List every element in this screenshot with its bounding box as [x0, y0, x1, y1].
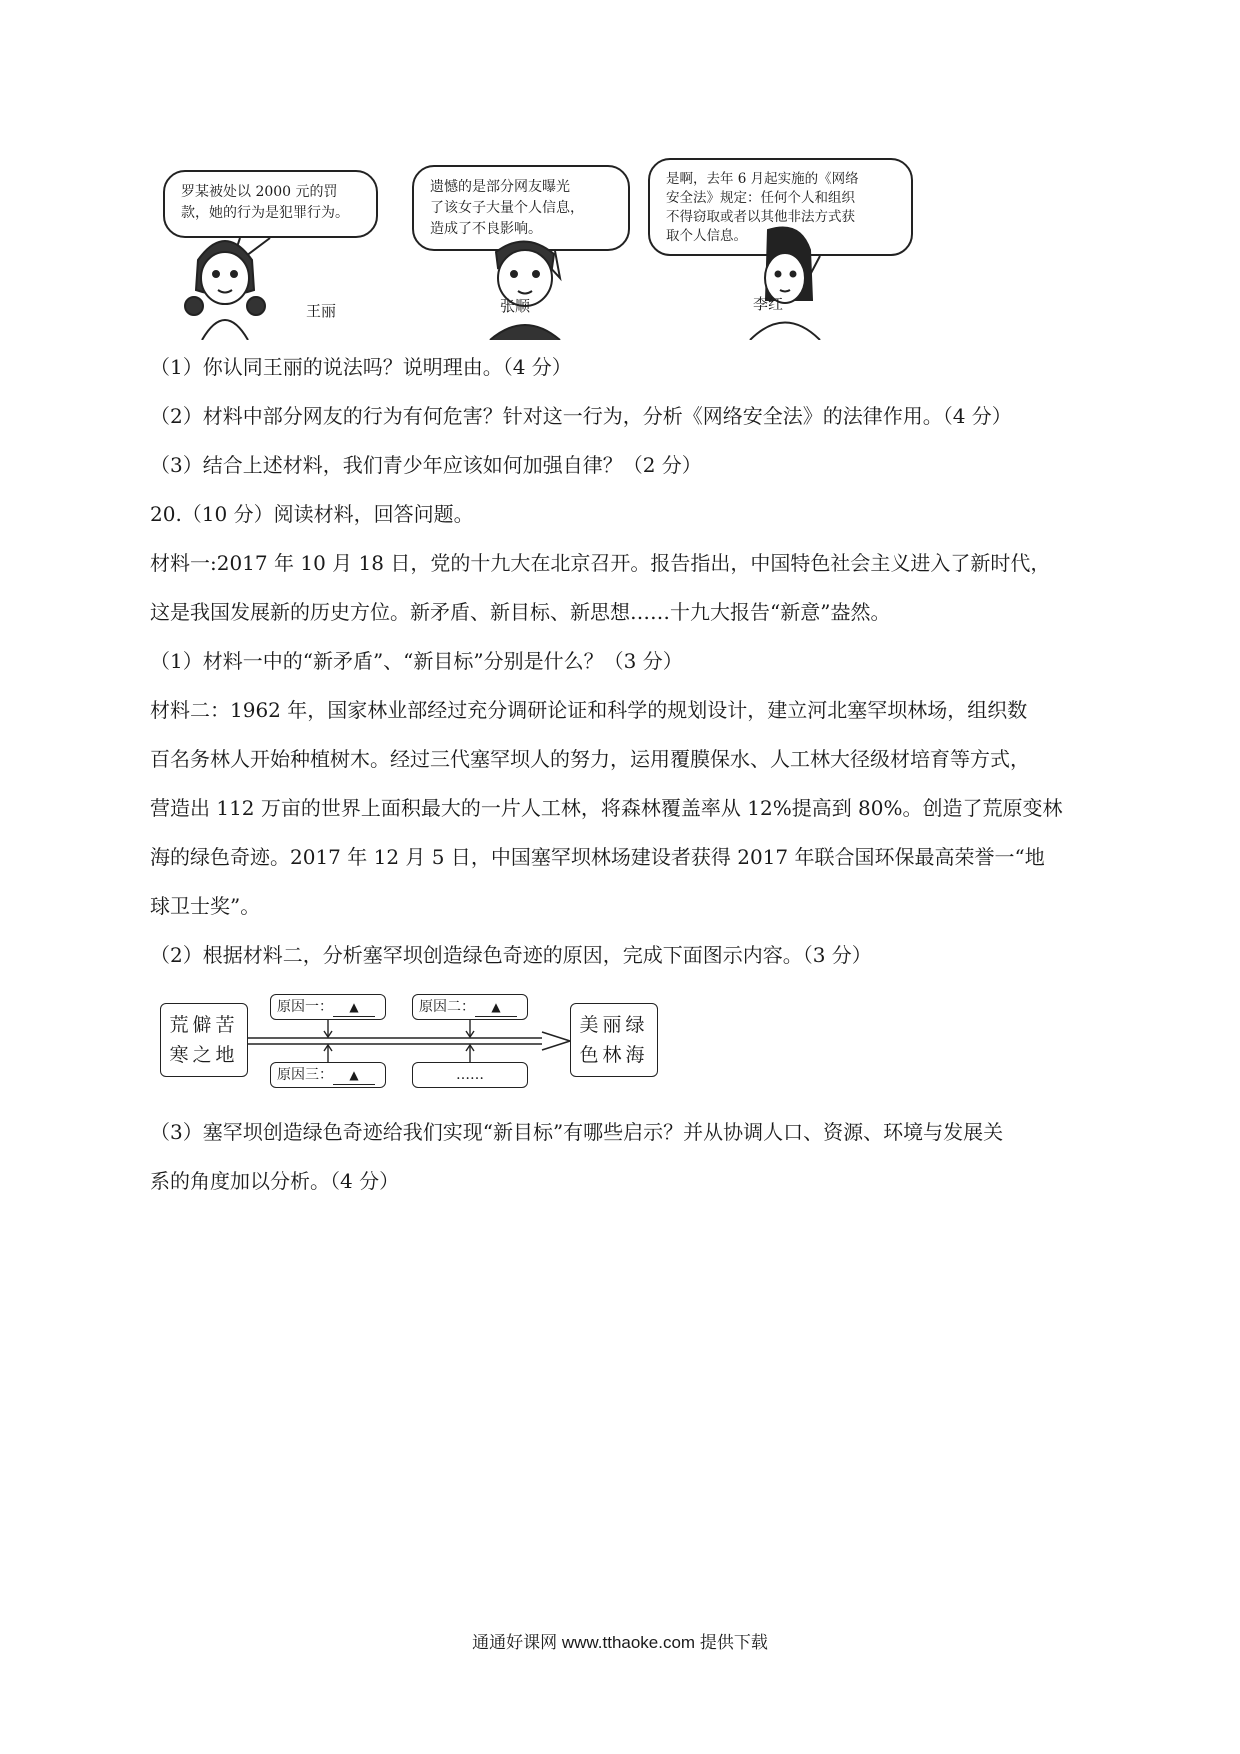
q20-material2-line1: 材料二：1962 年，国家林业部经过充分调研论证和科学的规划设计，建立河北塞罕坝林场，组织数: [150, 698, 1028, 722]
diagram-ellipsis-box: ……: [412, 1062, 528, 1088]
q20-material2-line4: 海的绿色奇迹。2017 年 12 月 5 日，中国塞罕坝林场建设者获得 2017 年联合国环保最高荣誉一“地: [150, 845, 1045, 869]
blank-reason3: ▲: [333, 1066, 375, 1085]
q20-sub2: （2）根据材料二，分析塞罕坝创造绿色奇迹的原因，完成下面图示内容。（3 分）: [150, 943, 872, 967]
lihong-figure-icon: [750, 228, 820, 341]
q20-sub3-line2: 系的角度加以分析。（4 分）: [150, 1169, 400, 1193]
diagram-start-box: 荒僻苦 寒之地: [160, 1003, 248, 1077]
name-label-zhangshun: 张顺: [500, 297, 531, 315]
q20-sub1: （1）材料一中的“新矛盾”、“新目标”分别是什么？（3 分）: [150, 649, 683, 673]
zhangshun-figure-icon: [490, 241, 560, 340]
diagram-end-box: 美丽绿 色林海: [570, 1003, 658, 1077]
q20-material2-line3: 营造出 112 万亩的世界上面积最大的一片人工林，将森林覆盖率从 12%提高到 80%。创造了荒原变林: [150, 796, 1063, 820]
speech-bubble-wangli: 罗某被处以 2000 元的罚 款，她的行为是犯罪行为。: [163, 170, 378, 238]
q20-material1-line2: 这是我国发展新的历史方位。新矛盾、新目标、新思想……十九大报告“新意”盎然。: [150, 600, 891, 624]
name-label-lihong: 李红: [753, 295, 784, 313]
wangli-figure-icon: [185, 241, 265, 340]
speech-bubble-zhangshun: 遗憾的是部分网友曝光 了该女子大量个人信息， 造成了不良影响。: [412, 165, 630, 251]
q19-sub2: （2）材料中部分网友的行为有何危害？针对这一行为，分析《网络安全法》的法律作用。（4 分）: [150, 404, 1012, 428]
diagram-reason2-box: 原因二： ▲: [412, 994, 528, 1020]
q20-material1-line1: 材料一:2017 年 10 月 18 日，党的十九大在北京召开。报告指出，中国特色社会主义进入了新时代，: [150, 551, 1051, 575]
q20-header: 20.（10 分）阅读材料，回答问题。: [150, 502, 474, 526]
q20-material2-line5: 球卫士奖”。: [150, 894, 261, 918]
q20-sub3-line1: （3）塞罕坝创造绿色奇迹给我们实现“新目标”有哪些启示？并从协调人口、资源、环境与发展关: [150, 1120, 1004, 1144]
q19-sub1: （1）你认同王丽的说法吗？说明理由。（4 分）: [150, 355, 572, 379]
blank-reason2: ▲: [475, 998, 517, 1017]
speech-bubble-lihong: 是啊，去年 6 月起实施的《网络 安全法》规定：任何个人和组织 不得窃取或者以其他非法方式获 取个人信息。: [648, 158, 913, 256]
q19-sub3: （3）结合上述材料，我们青少年应该如何加强自律？（2 分）: [150, 453, 702, 477]
comic-drawings: [150, 150, 940, 340]
name-label-wangli: 王丽: [306, 302, 337, 320]
blank-reason1: ▲: [333, 998, 375, 1017]
page-footer: 通通好课网 www.tthaoke.com 提供下载: [472, 1633, 768, 1652]
diagram-reason1-box: 原因一： ▲: [270, 994, 386, 1020]
q20-material2-line2: 百名务林人开始种植树木。经过三代塞罕坝人的努力，运用覆膜保水、人工林大径级材培育等方式，: [150, 747, 1030, 771]
diagram-reason3-box: 原因三： ▲: [270, 1062, 386, 1088]
